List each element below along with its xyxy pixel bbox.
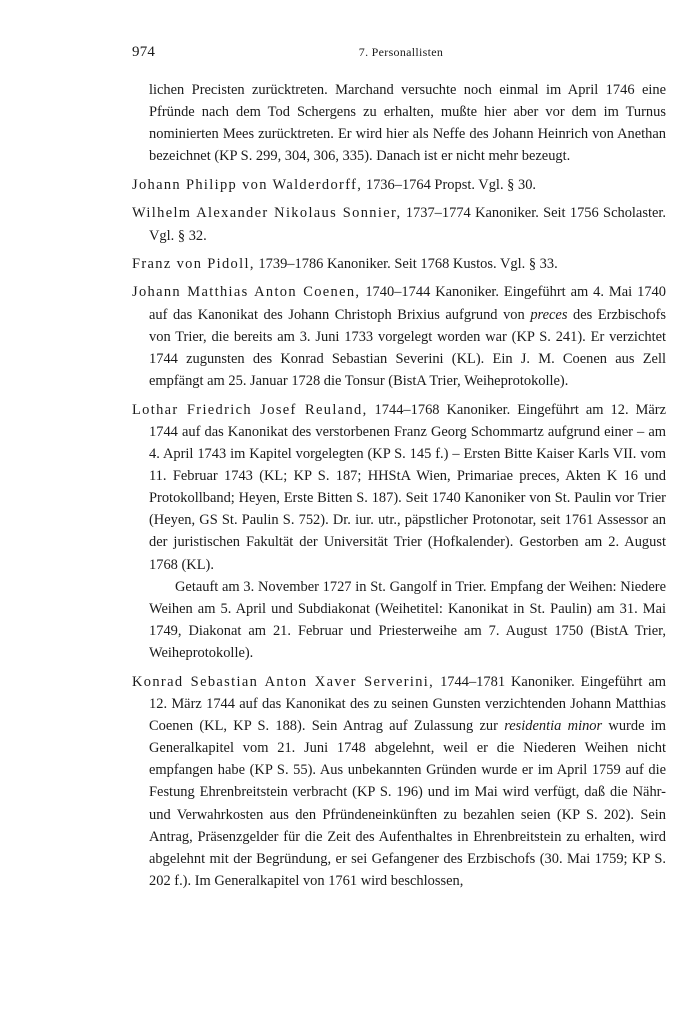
entry-second-paragraph: Getauft am 3. November 1727 in St. Gangolf in Trier. Empfang der Weihen: Niedere Weihen am 5. April und Subdiakonat (Weihetitel: Kanonikat in St. Paulin) am 31. Mai 1749, Diakonat am 21. Februar und Priesterweihe am 7. August 1750 (BistA Trier, Weiheprotokolle). xyxy=(149,578,666,662)
entry-text: 1737–1774 Kanoniker. Seit 1756 Scholaster. Vgl. § 32. xyxy=(149,205,666,244)
entry-coenen xyxy=(132,281,666,392)
entry-reuland xyxy=(132,399,666,665)
entry-text: 1744–1781 Kanoniker. Eingeführt am 12. März 1744 auf das Kanonikat des zu seinen Gunsten verzichtenden Johann Matthias Coenen (KL, KP S. 188). Sein Antrag auf Zulassung zur xyxy=(149,673,666,734)
entry-text: wurde im Generalkapitel vom 21. Juni 1748 abgelehnt, weil er die Niederen Weihen nicht empfangen habe (KP S. 55). Aus unbekannten Gründen wurde er im April 1759 auf die Festung Ehrenbreitstein verbracht (KP S. 196) und im Mai wird verfügt, daß die Nähr- und Verwahrkosten aus den Pfründeneinkünften zu bezahlen seien (KP S. 202). Sein Antrag, Präsenzgelder für die Zeit des Aufenthaltes in Ehrenbreitstein zu erhalten, wird abgelehnt mit der Begründung, er sei Gefangener des Erzbischofs (30. Mai 1759; KP S. 202 f.). Im Generalkapitel von 1761 wird beschlossen, xyxy=(149,718,666,890)
entry-serverini xyxy=(132,671,666,893)
entry-pidoll xyxy=(132,253,666,275)
running-head: 7. Personallisten xyxy=(358,45,444,59)
page-number: 974 xyxy=(132,44,156,60)
entry-name: Wilhelm Alexander Nikolaus Sonnier, xyxy=(132,205,402,222)
entry-text: 1744–1768 Kanoniker. Eingeführt am 12. März 1744 auf das Kanonikat des verstorbenen Franz Georg Schommartz aufgrund einer – am 4. April 1743 im Kapitel vorgelegten (KP S. 145 f.) – Ersten Bitte Kaiser Karls VII. vom 11. Februar 1743 (KL; KP S. 187; HHStA Wien, Primariae preces, Akten K 16 und Protokollband; Heyen, Erste Bitten S. 187). Seit 1740 Kanoniker von St. Paulin vor Trier (Heyen, GS St. Paulin S. 752). Dr. iur. utr., päpstlicher Protonotar, seit 1761 Assessor an der juristischen Fakultät der Universität Trier (Hofkalender). Gestorben am 2. August 1768 (KL). xyxy=(149,401,666,573)
entry-text: des Erzbischofs von Trier, die bereits am 3. Juni 1733 vorgelegt worden war (KP S. 241). Er verzichtet 1744 zugunsten des Konrad Sebastian Severini (KL). Ein J. M. Coenen aus Zell empfängt am 25. Januar 1728 die Tonsur (BistA Trier, Weiheprotokolle). xyxy=(149,306,666,390)
entry-text: 1740–1744 Kanoniker. Eingeführt am 4. Mai 1740 auf das Kanonikat des Johann Christoph Brixius aufgrund von xyxy=(149,284,666,323)
text-body xyxy=(132,79,666,899)
page-header xyxy=(132,44,670,66)
entry-italic-term: preces xyxy=(530,306,568,323)
continued-paragraph xyxy=(132,79,666,168)
entry-walderdorff xyxy=(132,174,666,196)
entry-sonnier xyxy=(132,202,666,246)
entry-text: 1736–1764 Propst. Vgl. § 30. xyxy=(362,176,537,193)
entry-name: Lothar Friedrich Josef Reuland, xyxy=(132,401,368,418)
entry-text: lichen Precisten zurücktreten. Marchand versuchte noch einmal im April 1746 eine Pfründe nach dem Tod Schergens zu erhalten, mußte hier aber vor dem im Turnus nominierten Mees zurücktreten. Er wird hier als Neffe des Johann Heinrich von Anethan bezeichnet (KP S. 299, 304, 306, 335). Danach ist er nicht mehr bezeugt. xyxy=(149,82,666,165)
entry-name: Franz von Pidoll, xyxy=(132,255,255,272)
entry-italic-term: residentia minor xyxy=(504,718,603,734)
entry-text: 1739–1786 Kanoniker. Seit 1768 Kustos. Vgl. § 33. xyxy=(254,255,558,272)
entry-name: Konrad Sebastian Anton Xaver Serverini, xyxy=(132,673,435,690)
entry-name: Johann Philipp von Walderdorff, xyxy=(132,176,363,193)
entry-name: Johann Matthias Anton Coenen, xyxy=(132,284,361,301)
